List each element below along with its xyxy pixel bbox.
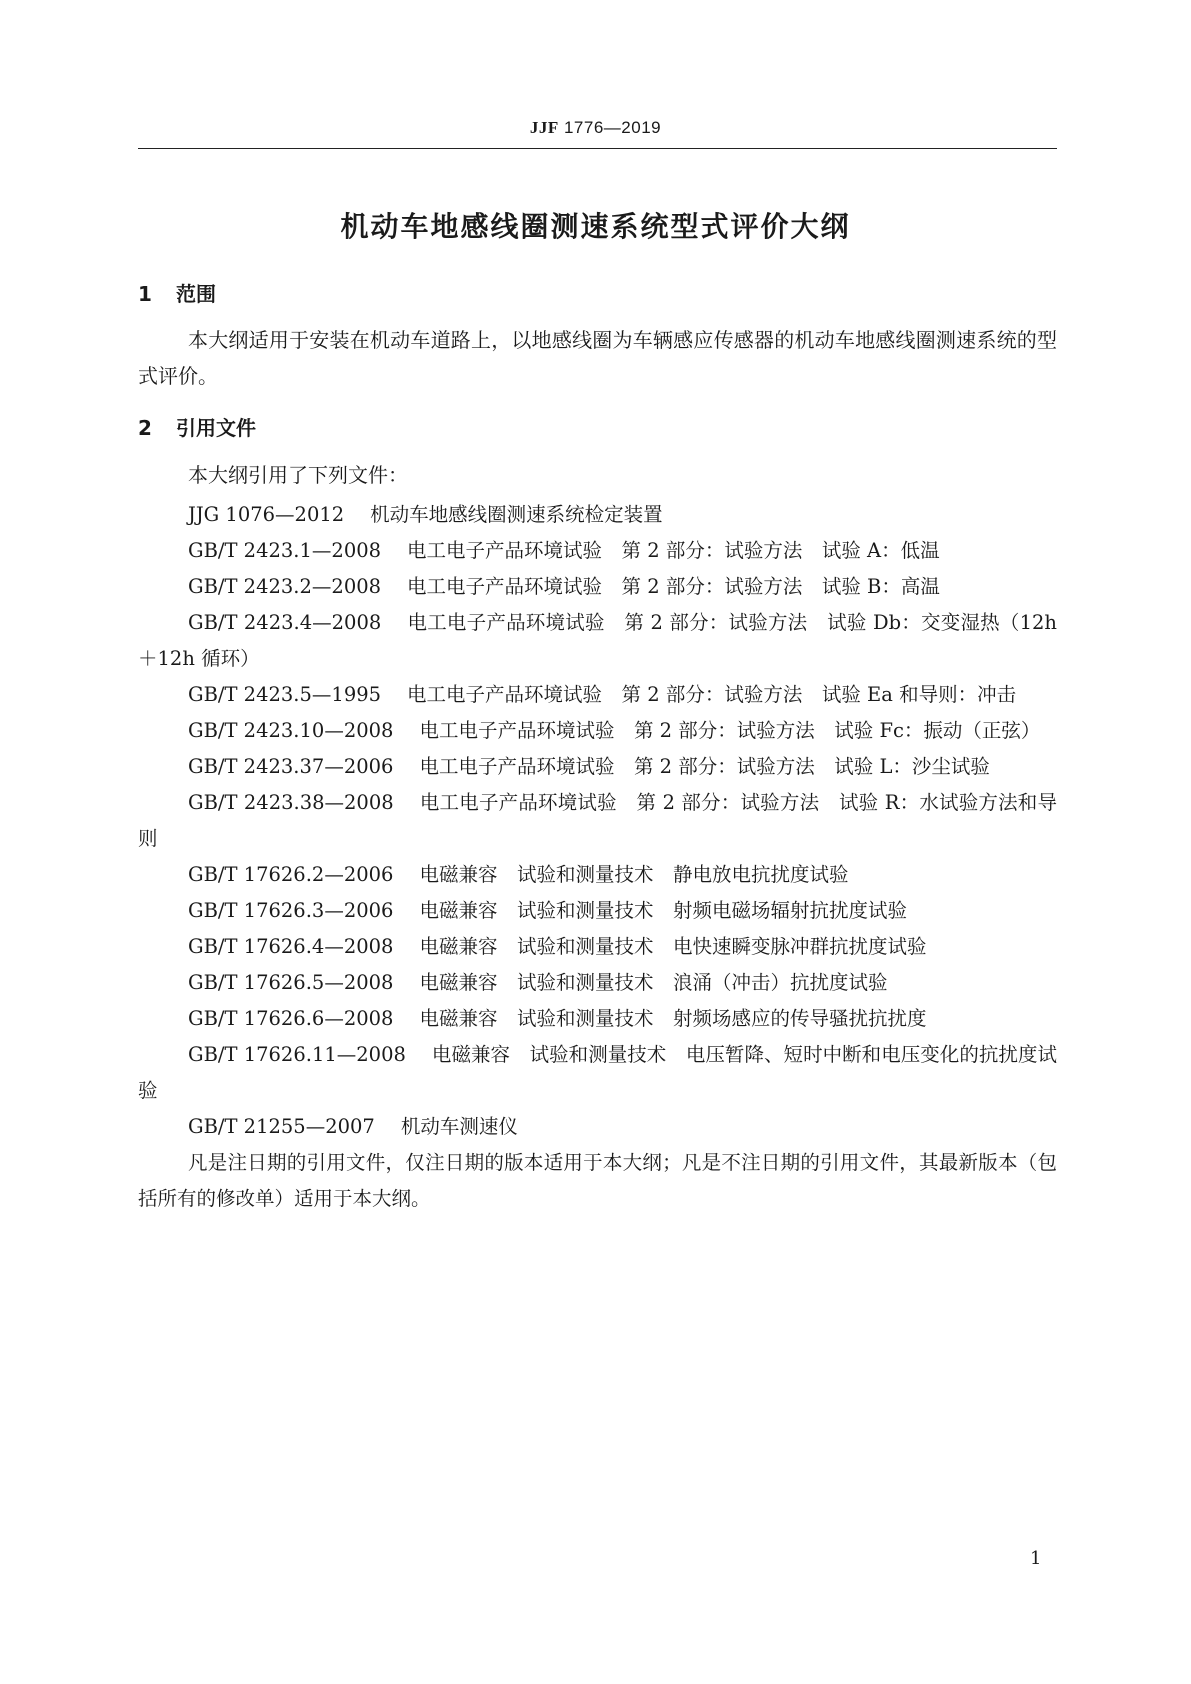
references-closing-note: 凡是注日期的引用文件，仅注日期的版本适用于本大纲；凡是不注日期的引用文件，其最新版本（包括所有的修改单）适用于本大纲。: [138, 1151, 1057, 1210]
reference-item: [138, 605, 1057, 677]
section-2-intro: 本大纲引用了下列文件：: [188, 463, 408, 487]
reference-code: GB/T 2423.4—2008: [188, 611, 382, 634]
reference-title: 电工电子产品环境试验 第 2 部分：试验方法 试验 Db：交变湿热（12h＋12h 循环）: [138, 611, 1057, 670]
reference-code: GB/T 2423.37—2006: [188, 755, 394, 778]
reference-list: [138, 497, 1057, 1217]
reference-code: GB/T 2423.1—2008: [188, 539, 382, 562]
reference-title: 电磁兼容 试验和测量技术 电压暂降、短时中断和电压变化的抗扰度试验: [138, 1043, 1057, 1102]
reference-title: 电工电子产品环境试验 第 2 部分：试验方法 试验 Ea 和导则：冲击: [407, 683, 1017, 706]
running-header: [0, 118, 1191, 138]
reference-title: 电工电子产品环境试验 第 2 部分：试验方法 试验 R：水试验方法和导则: [138, 791, 1058, 850]
reference-item: [138, 497, 1057, 533]
section-1-paragraph: 本大纲适用于安装在机动车道路上，以地感线圈为车辆感应传感器的机动车地感线圈测速系统的型式评价。: [138, 328, 1057, 388]
reference-code: GB/T 17626.5—2008: [188, 971, 394, 994]
section-2-number: 2: [138, 416, 152, 440]
reference-item: [138, 713, 1057, 749]
document-title: 机动车地感线圈测速系统型式评价大纲: [340, 210, 851, 243]
reference-title: 电磁兼容 试验和测量技术 电快速瞬变脉冲群抗扰度试验: [419, 935, 927, 958]
reference-item: [138, 929, 1057, 965]
section-2-title: 引用文件: [176, 416, 256, 440]
header-code: 1776—2019: [558, 118, 662, 137]
reference-title: 电工电子产品环境试验 第 2 部分：试验方法 试验 Fc：振动（正弦）: [419, 719, 1041, 742]
reference-title: 机动车地感线圈测速系统检定装置: [370, 503, 663, 526]
reference-code: GB/T 17626.6—2008: [188, 1007, 394, 1030]
section-1-heading: [138, 278, 216, 307]
reference-title: 机动车测速仪: [400, 1115, 518, 1138]
reference-title: 电工电子产品环境试验 第 2 部分：试验方法 试验 B：高温: [407, 575, 940, 598]
reference-title: 电磁兼容 试验和测量技术 射频电磁场辐射抗扰度试验: [419, 899, 907, 922]
header-prefix: JJF: [529, 118, 559, 137]
section-1-number: 1: [138, 282, 152, 306]
reference-code: GB/T 2423.5—1995: [188, 683, 382, 706]
reference-title: 电工电子产品环境试验 第 2 部分：试验方法 试验 A：低温: [407, 539, 940, 562]
page-number: 1: [1030, 1548, 1042, 1569]
reference-item: [138, 857, 1057, 893]
reference-code: GB/T 17626.2—2006: [188, 863, 394, 886]
reference-title: 电磁兼容 试验和测量技术 射频场感应的传导骚扰抗扰度: [419, 1007, 927, 1030]
reference-item: [138, 785, 1057, 857]
reference-item: [138, 749, 1057, 785]
reference-code: GB/T 2423.38—2008: [188, 791, 394, 814]
reference-code: GB/T 2423.10—2008: [188, 719, 394, 742]
reference-title: 电磁兼容 试验和测量技术 浪涌（冲击）抗扰度试验: [419, 971, 888, 994]
reference-code: JJG 1076—2012: [188, 503, 345, 526]
reference-item: [138, 893, 1057, 929]
reference-code: GB/T 2423.2—2008: [188, 575, 382, 598]
reference-item: [138, 569, 1057, 605]
reference-item: [138, 1001, 1057, 1037]
reference-code: GB/T 17626.4—2008: [188, 935, 394, 958]
reference-code: GB/T 21255—2007: [188, 1115, 375, 1138]
reference-item: [138, 677, 1057, 713]
reference-code: GB/T 17626.11—2008: [188, 1043, 406, 1066]
reference-title: 电工电子产品环境试验 第 2 部分：试验方法 试验 L：沙尘试验: [419, 755, 990, 778]
reference-code: GB/T 17626.3—2006: [188, 899, 394, 922]
header-rule: [138, 148, 1057, 149]
section-2-heading: [138, 412, 256, 441]
reference-item: [138, 533, 1057, 569]
section-1-title: 范围: [176, 282, 216, 306]
reference-item: [138, 1037, 1057, 1109]
reference-title: 电磁兼容 试验和测量技术 静电放电抗扰度试验: [419, 863, 849, 886]
reference-item: [138, 1109, 1057, 1145]
reference-item: [138, 965, 1057, 1001]
